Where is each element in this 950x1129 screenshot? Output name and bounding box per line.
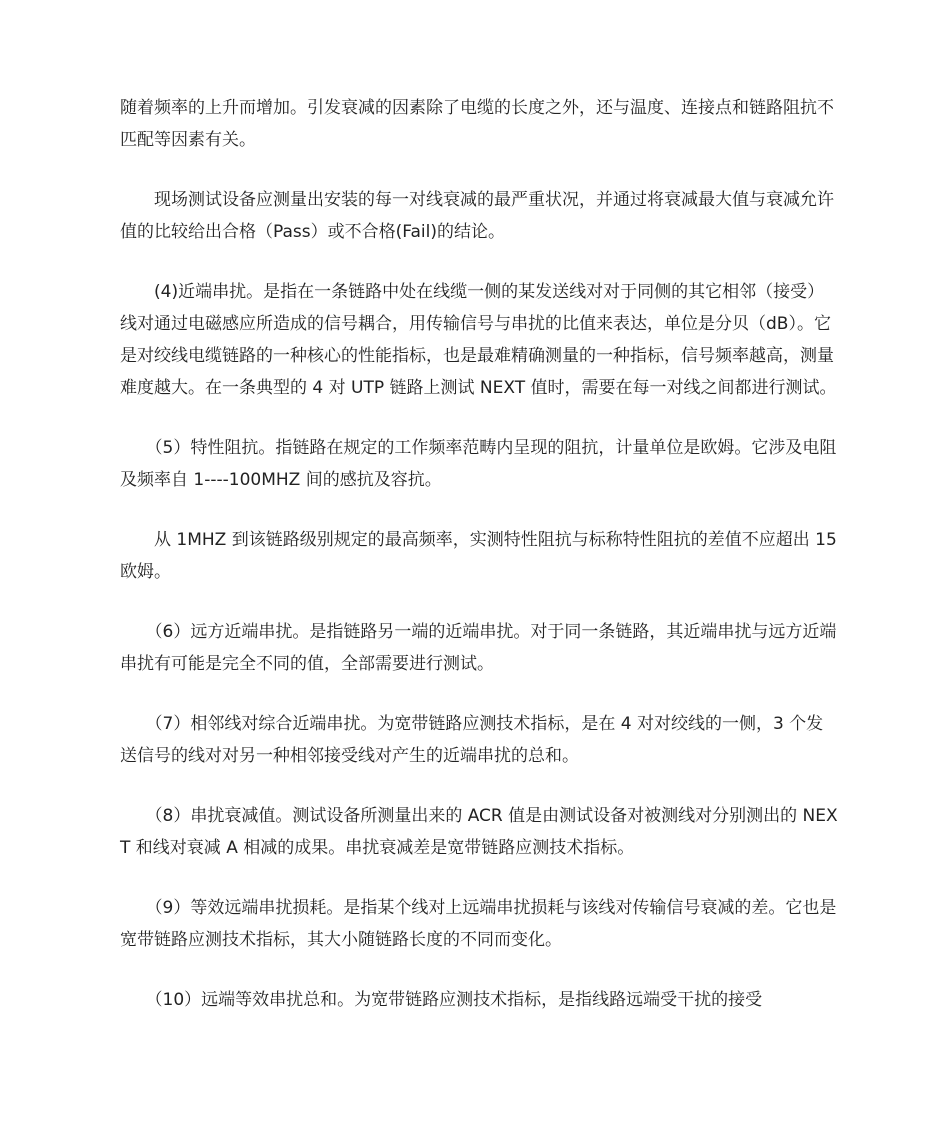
paragraph-next: (4)近端串扰。是指在一条链路中处在线缆一侧的某发送线对对于同侧的其它相邻（接受）线对通过电磁感应所造成的信号耦合，用传输信号与串扰的比值来表达，单位是分贝（dB）。它是对绞线电缆链路的一种核心的性能指标，也是最难精确测量的一种指标，信号频率越高，测量难度越大。在一条典型的 4 对 UTP 链路上测试 NEXT 值时，需要在每一对线之间都进行测试。 [120, 282, 837, 398]
paragraph-remote-next: （6）远方近端串扰。是指链路另一端的近端串扰。对于同一条链路，其近端串扰与远方近端串扰有可能是完全不同的值，全部需要进行测试。 [120, 622, 837, 674]
paragraph-impedance-range: 从 1MHZ 到该链路级别规定的最高频率，实测特性阻抗与标称特性阻抗的差值不应超出 15 欧姆。 [120, 530, 837, 582]
paragraph-attenuation-factors: 随着频率的上升而增加。引发衰减的因素除了电缆的长度之外，还与温度、连接点和链路阻抗不匹配等因素有关。 [120, 98, 834, 150]
paragraph-impedance: （5）特性阻抗。指链路在规定的工作频率范畴内呈现的阻抗，计量单位是欧姆。它涉及电阻及频率自 1----100MHZ 间的感抗及容抗。 [120, 438, 837, 490]
paragraph-psnext: （7）相邻线对综合近端串扰。为宽带链路应测技术指标，是在 4 对对绞线的一侧，3 个发送信号的线对对另一种相邻接受线对产生的近端串扰的总和。 [120, 714, 824, 766]
paragraph-pselfext: （10）远端等效串扰总和。为宽带链路应测技术指标，是指线路远端受干扰的接受 [120, 990, 763, 1010]
paragraph-acr: （8）串扰衰减值。测试设备所测量出来的 ACR 值是由测试设备对被测线对分别测出的 NEXT 和线对衰减 A 相减的成果。串扰衰减差是宽带链路应测技术指标。 [120, 806, 838, 858]
paragraph-elfext: （9）等效远端串扰损耗。是指某个线对上远端串扰损耗与该线对传输信号衰减的差。它也是宽带链路应测技术指标，其大小随链路长度的不同而变化。 [120, 898, 837, 950]
document-page [120, 92, 840, 1016]
paragraph-attenuation-test: 现场测试设备应测量出安装的每一对线衰减的最严重状况，并通过将衰减最大值与衰减允许值的比较给出合格（Pass）或不合格(Fail)的结论。 [120, 190, 834, 242]
